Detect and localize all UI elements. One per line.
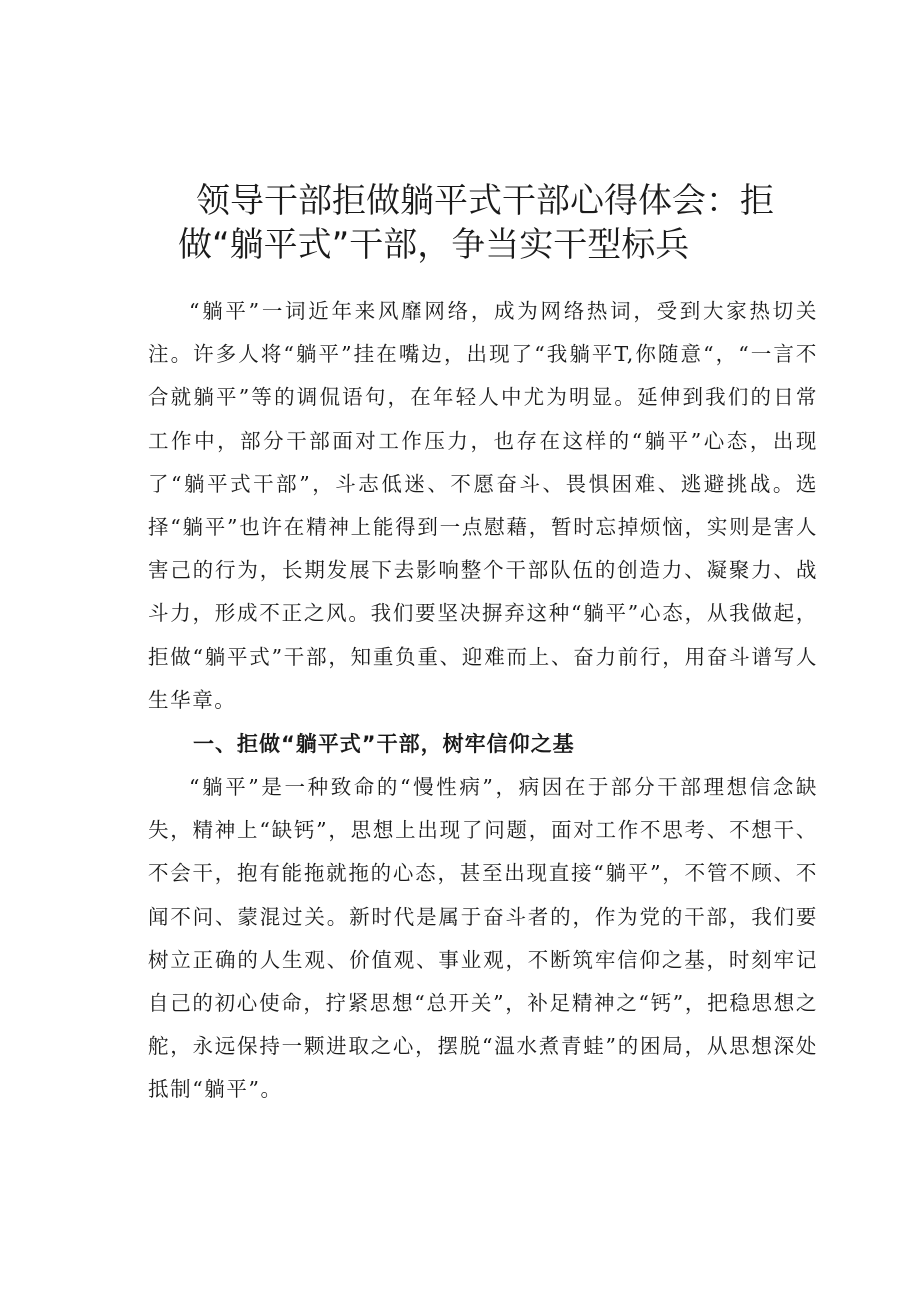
title-line-2: 做“躺平式”干部，争当实干型标兵 — [178, 224, 690, 265]
document-body — [148, 290, 818, 1112]
title-line-1: 领导干部拒做躺平式干部心得体会：拒 — [196, 180, 774, 221]
document-title — [176, 179, 796, 267]
section-1-heading: 一、拒做“躺平式”干部，树牢信仰之基 — [193, 732, 575, 757]
intro-paragraph: “躺平”一词近年来风靡网络，成为网络热词，受到大家热切关注。许多人将“躺平”挂在嘴边，出现了“我躺平T,你随意“，“一言不合就躺平”等的调侃语句，在年轻人中尤为明显。延伸到我们的日常工作中，部分干部面对工作压力，也存在这样的“躺平”心态，出现了“躺平式干部”，斗志低迷、不愿奋斗、畏惧困难、逃避挑战。选择“躺平”也许在精神上能得到一点慰藉，暂时忘掉烦恼，实则是害人害己的行为，长期发展下去影响整个干部队伍的创造力、凝聚力、战斗力，形成不正之风。我们要坚决摒弃这种“躺平”心态，从我做起，拒做“躺平式”干部，知重负重、迎难而上、奋力前行，用奋斗谱写人生华章。 — [148, 299, 818, 712]
section-1-paragraph: “躺平”是一种致命的“慢性病”，病因在于部分干部理想信念缺失，精神上“缺钙”，思想上出现了问题，面对工作不思考、不想干、不会干，抱有能拖就拖的心态，甚至出现直接“躺平”，不管不顾、不闻不问、蒙混过关。新时代是属于奋斗者的，作为党的干部，我们要树立正确的人生观、价值观、事业观，不断筑牢信仰之基，时刻牢记自己的初心使命，拧紧思想“总开关”，补足精神之“钙”，把稳思想之舵，永远保持一颗进取之心，摆脱“温水煮青蛙”的困局，从思想深处抵制“躺平”。 — [148, 775, 818, 1102]
